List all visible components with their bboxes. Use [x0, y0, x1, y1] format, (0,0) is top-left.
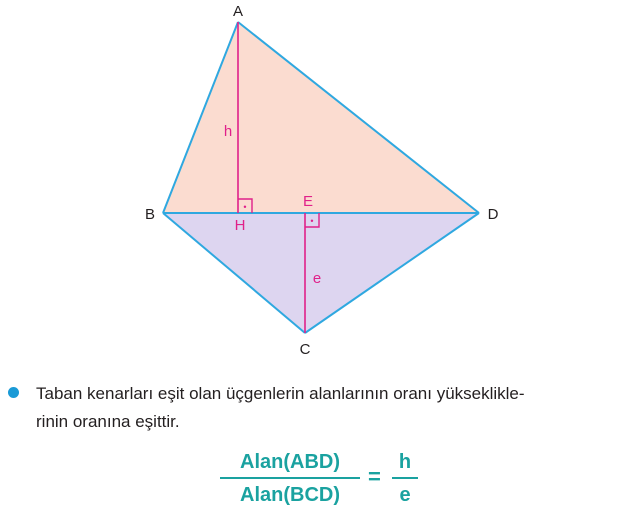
statement-line-2: rinin oranına eşittir.	[36, 412, 180, 431]
statement-text	[36, 380, 636, 436]
triangle-abd	[163, 22, 479, 213]
denominator-e: e	[399, 484, 411, 506]
right-angle-dot-h: •	[243, 202, 247, 212]
point-label-e: E	[302, 193, 314, 210]
point-label-b: B	[144, 206, 156, 223]
right-angle-dot-e: •	[310, 216, 314, 226]
point-label-h: H	[234, 217, 246, 234]
height-label-h: h	[223, 123, 233, 140]
equals-sign: =	[368, 464, 381, 489]
point-label-a: A	[232, 3, 244, 20]
point-label-c: C	[299, 341, 311, 358]
bullet-icon	[8, 387, 19, 398]
height-label-e: e	[312, 270, 322, 287]
fraction-areas	[220, 448, 360, 509]
numerator-h: h	[398, 451, 412, 473]
denominator-area-bcd: Alan(BCD)	[240, 484, 340, 506]
point-label-d: D	[487, 206, 499, 223]
fraction-heights	[392, 448, 418, 509]
fraction-bar-heights	[392, 477, 418, 479]
statement-line-1: Taban kenarları eşit olan üçgenlerin alanlarının oranı yükseklikle-	[36, 384, 525, 403]
fraction-bar-areas	[220, 477, 360, 479]
numerator-area-abd: Alan(ABD)	[240, 451, 340, 473]
